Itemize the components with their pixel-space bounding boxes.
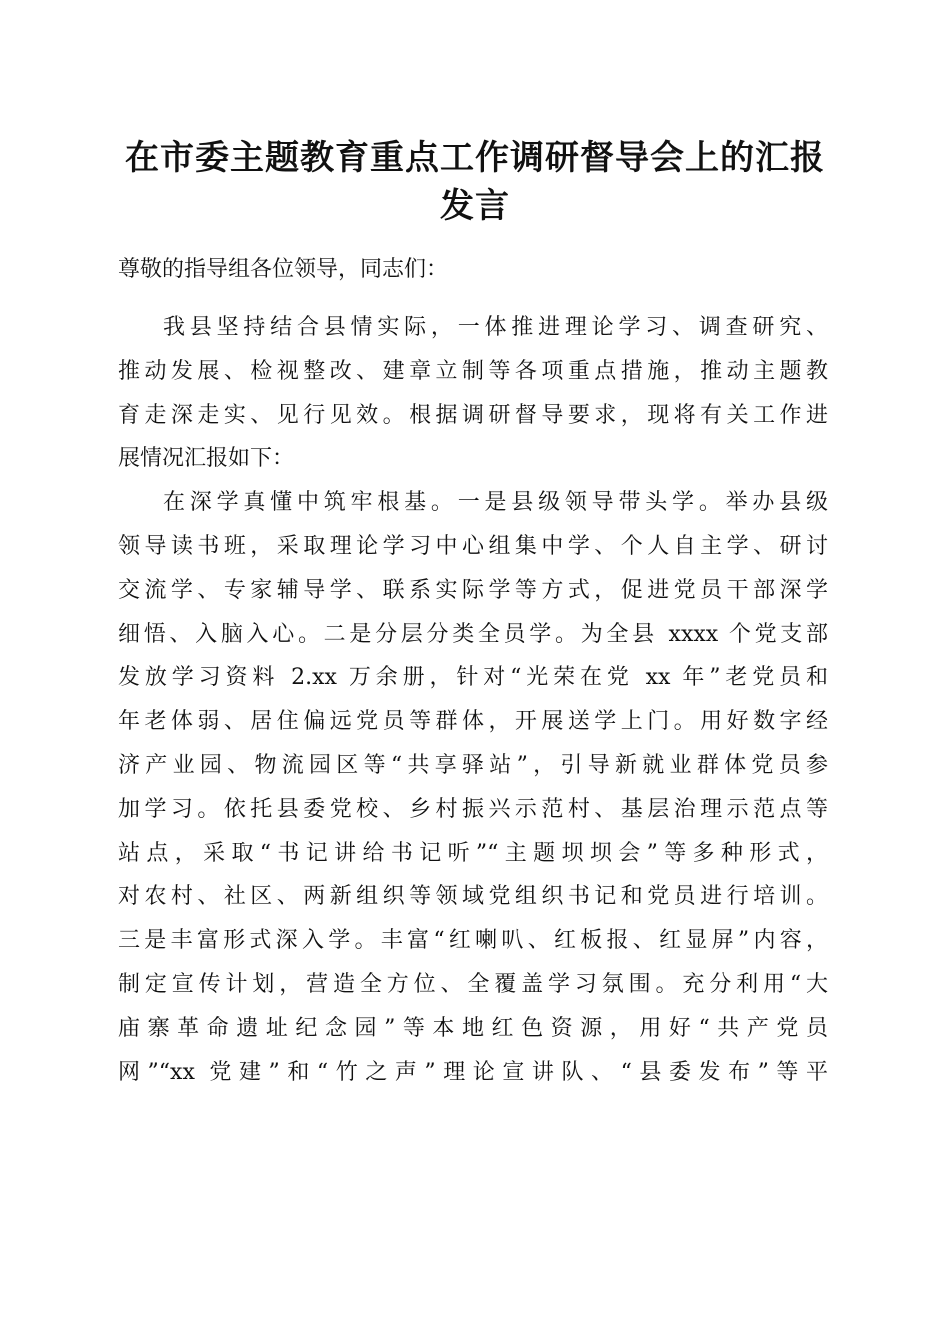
salutation: 尊敬的指导组各位领导，同志们：: [118, 257, 449, 282]
paragraph-2-line: 站点，采取“书记讲给书记听”“主题坝坝会”等多种形式，: [118, 840, 828, 866]
paragraph-2-line: 网”“xx 党建”和“竹之声”理论宣讲队、“县委发布”等平: [118, 1059, 828, 1085]
title-line-2: 发言: [440, 186, 510, 226]
paragraph-2-line: 年老体弱、居住偏远党员等群体，开展送学上门。用好数字经: [118, 709, 828, 735]
paragraph-2-line: 庙寨革命遗址纪念园”等本地红色资源，用好“共产党员: [118, 1015, 828, 1041]
paragraph-1-line: 我县坚持结合县情实际，一体推进理论学习、调查研究、: [163, 315, 828, 340]
paragraph-1-line: 展情况汇报如下：: [118, 446, 295, 472]
title-line-1: 在市委主题教育重点工作调研督导会上的汇报: [125, 138, 825, 178]
paragraph-2-line: 领导读书班，采取理论学习中心组集中学、个人自主学、研讨: [118, 534, 828, 559]
paragraph-2-line: 发放学习资料 2.xx 万余册，针对“光荣在党 xx 年”老党员和: [118, 665, 828, 691]
paragraph-2-line: 济产业园、物流园区等“共享驿站”，引导新就业群体党员参: [118, 753, 828, 778]
paragraph-2-line: 在深学真懂中筑牢根基。一是县级领导带头学。举办县级: [163, 490, 828, 516]
paragraph-2-line: 加学习。依托县委党校、乡村振兴示范村、基层治理示范点等: [118, 796, 828, 822]
paragraph-1-line: 推动发展、检视整改、建章立制等各项重点措施，推动主题教: [118, 358, 828, 384]
paragraph-1-line: 育走深走实、见行见效。根据调研督导要求，现将有关工作进: [118, 402, 828, 428]
paragraph-2-line: 制定宣传计划，营造全方位、全覆盖学习氛围。充分利用“大: [118, 972, 828, 997]
paragraph-2-line: 三是丰富形式深入学。丰富“红喇叭、红板报、红显屏”内容，: [118, 928, 828, 954]
paragraph-2-line: 交流学、专家辅导学、联系实际学等方式，促进党员干部深学: [118, 577, 828, 603]
paragraph-2-line: 细悟、入脑入心。二是分层分类全员学。为全县 xxxx 个党支部: [118, 621, 828, 647]
paragraph-2-line: 对农村、社区、两新组织等领域党组织书记和党员进行培训。: [118, 884, 828, 910]
